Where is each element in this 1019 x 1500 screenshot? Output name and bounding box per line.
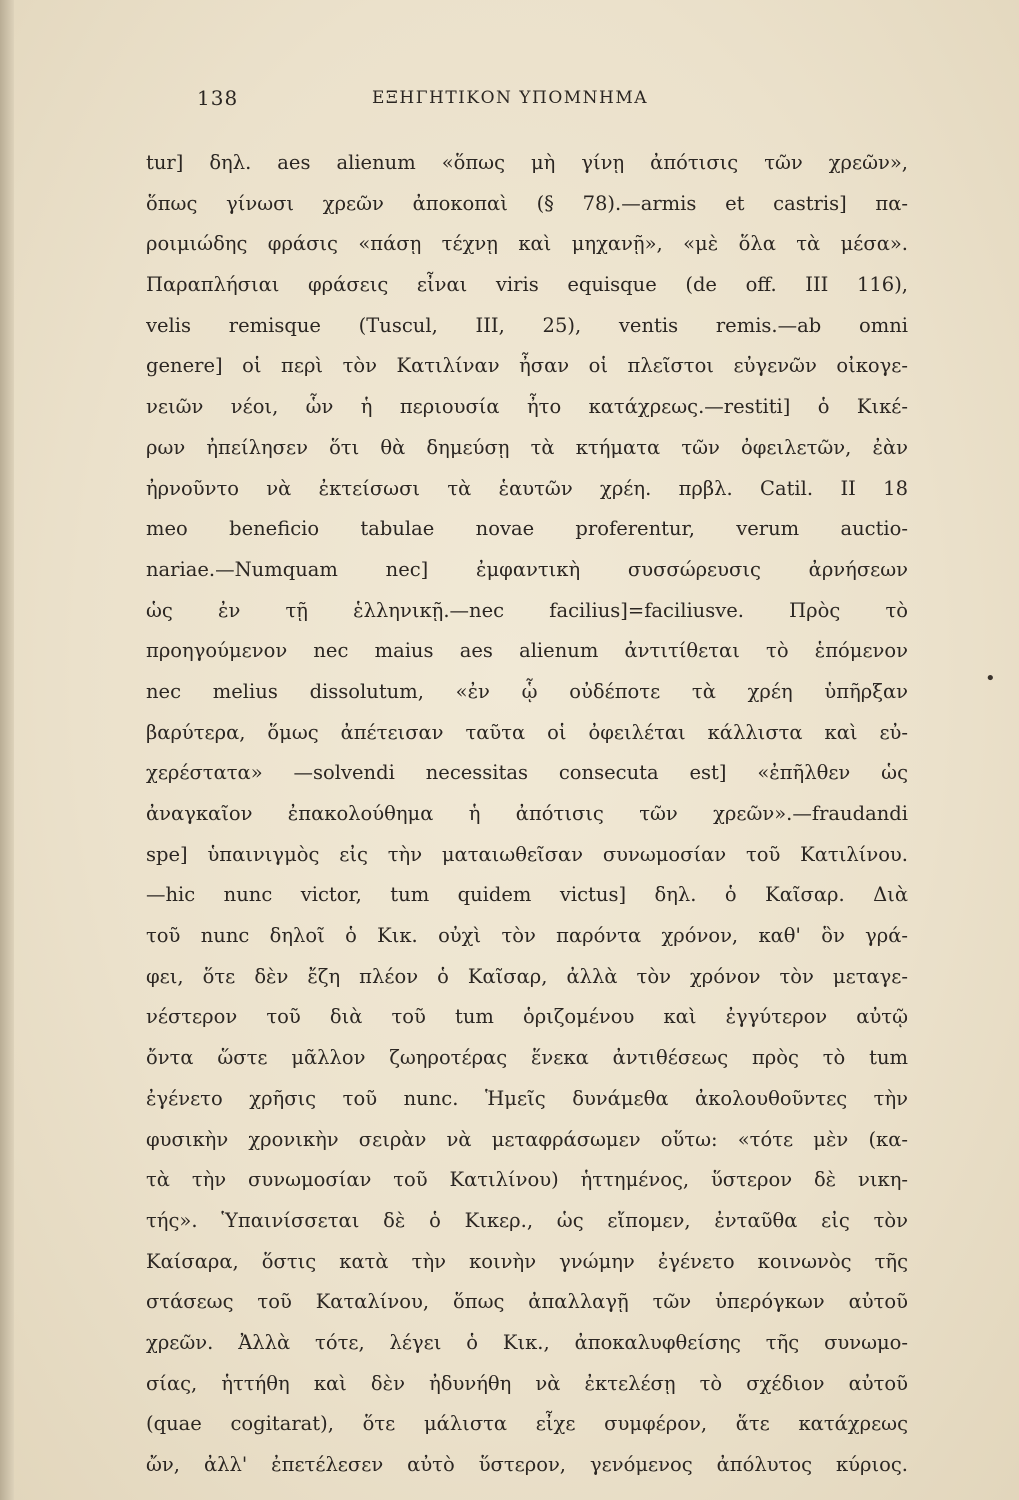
text-line: nariae.—Numquam nec] ἐμφαντικὴ συσσώρευσις ἀρνήσεων <box>146 557 908 581</box>
text-line: ροιμιώδης φράσις «πάσῃ τέχνῃ καὶ μηχανῇ», «μὲ ὅλα τὰ μέσα». <box>146 232 908 256</box>
text-line: (quae cogitarat), ὅτε μάλιστα εἶχε συμφέρον, ἅτε κατάχρεως <box>146 1412 908 1436</box>
text-line: meo beneficio tabulae novae proferentur, verum auctio- <box>146 517 908 541</box>
binding-edge <box>0 0 14 1500</box>
text-line: Καίσαρα, ὅστις κατὰ τὴν κοινὴν γνώμην ἐγένετο κοινωνὸς τῆς <box>146 1249 908 1273</box>
text-line: χρεῶν. Ἀλλὰ τότε, λέγει ὁ Κικ., ἀποκαλυφθείσης τῆς συνωμο- <box>146 1330 908 1354</box>
text-line: προηγούμενον nec maius aes alienum ἀντιτίθεται τὸ ἑπόμενον <box>146 639 908 663</box>
text-line: ρων ἠπείλησεν ὅτι θὰ δημεύσῃ τὰ κτήματα τῶν ὀφειλετῶν, ἐὰν <box>146 435 908 459</box>
text-line: τής». Ὑπαινίσσεται δὲ ὁ Κικερ., ὡς εἴπομεν, ἐνταῦθα εἰς τὸν <box>146 1208 908 1232</box>
text-line: νειῶν νέοι, ὧν ἡ περιουσία ἦτο κατάχρεως.—restiti] ὁ Κικέ- <box>146 395 908 419</box>
text-line: ὤν, ἀλλ' ἐπετέλεσεν αὐτὸ ὕστερον, γενόμενος ἀπόλυτος κύριος. <box>146 1453 908 1476</box>
text-line: ἠρνοῦντο νὰ ἐκτείσωσι τὰ ἑαυτῶν χρέη. πρβλ. Catil. II 18 <box>146 476 908 500</box>
text-line: nec melius dissolutum, «ἐν ᾧ οὐδέποτε τὰ χρέη ὑπῆρξαν <box>146 679 908 703</box>
text-line: σίας, ἡττήθη καὶ δὲν ἠδυνήθη νὰ ἐκτελέσῃ τὸ σχέδιον αὐτοῦ <box>146 1371 908 1395</box>
text-line: ὡς ἐν τῇ ἑλληνικῇ.—nec facilius]=faciliusve. Πρὸς τὸ <box>146 598 908 622</box>
text-line: τοῦ nunc δηλοῖ ὁ Κικ. οὐχὶ τὸν παρόντα χρόνον, καθ' ὃν γρά- <box>146 924 908 948</box>
text-line: Παραπλήσιαι φράσεις εἶναι viris equisque (de off. III 116), <box>146 273 908 297</box>
text-line: ὄντα ὥστε μᾶλλον ζωηροτέρας ἕνεκα ἀντιθέσεως πρὸς τὸ tum <box>146 1046 908 1070</box>
text-line: ἐγένετο χρῆσις τοῦ nunc. Ἡμεῖς δυνάμεθα ἀκολουθοῦντες τὴν <box>146 1086 908 1110</box>
text-line: στάσεως τοῦ Καταλίνου, ὅπως ἀπαλλαγῇ τῶν ὑπερόγκων αὐτοῦ <box>146 1290 908 1314</box>
page-header <box>0 86 1019 116</box>
commentary-text <box>146 143 908 1486</box>
text-line: νέστερον τοῦ διὰ τοῦ tum ὁριζομένου καὶ ἐγγύτερον αὐτῷ <box>146 1005 908 1029</box>
text-line: βαρύτερα, ὅμως ἀπέτεισαν ταῦτα οἱ ὀφειλέται κάλλιστα καὶ εὐ- <box>146 720 908 744</box>
text-line: genere] οἱ περὶ τὸν Κατιλίναν ἦσαν οἱ πλεῖστοι εὐγενῶν οἰκογε- <box>146 354 908 378</box>
text-line: φυσικὴν χρονικὴν σειρὰν νὰ μεταφράσωμεν οὕτω: «τότε μὲν (κα- <box>146 1127 908 1151</box>
text-line: χερέστατα» —solvendi necessitas consecuta est] «ἐπῆλθεν ὡς <box>146 761 908 785</box>
text-line: —hic nunc victor, tum quidem victus] δηλ. ὁ Καῖσαρ. Διὰ <box>146 883 908 907</box>
text-line: τὰ τὴν συνωμοσίαν τοῦ Κατιλίνου) ἡττημένος, ὕστερον δὲ νικη- <box>146 1168 908 1192</box>
text-line: velis remisque (Tuscul, III, 25), ventis remis.—ab omni <box>146 313 908 337</box>
text-line: φει, ὅτε δὲν ἔζη πλέον ὁ Καῖσαρ, ἀλλὰ τὸν χρόνον τὸν μεταγε- <box>146 964 908 988</box>
text-line: spe] ὑπαινιγμὸς εἰς τὴν ματαιωθεῖσαν συνωμοσίαν τοῦ Κατιλίνου. <box>146 842 908 866</box>
text-line: ὅπως γίνωσι χρεῶν ἀποκοπαὶ (§ 78).—armis et castris] πα- <box>146 191 908 215</box>
running-title: ΕΞΗΓΗΤΙΚΟΝ ΥΠΟΜΝΗΜΑ <box>372 88 649 108</box>
margin-dot: • <box>985 668 996 689</box>
page-number: 138 <box>197 86 239 110</box>
text-line: tur] δηλ. aes alienum «ὅπως μὴ γίνῃ ἀπότισις τῶν χρεῶν», <box>146 151 908 174</box>
text-line: ἀναγκαῖον ἐπακολούθημα ἡ ἀπότισις τῶν χρεῶν».—fraudandi <box>146 802 908 825</box>
